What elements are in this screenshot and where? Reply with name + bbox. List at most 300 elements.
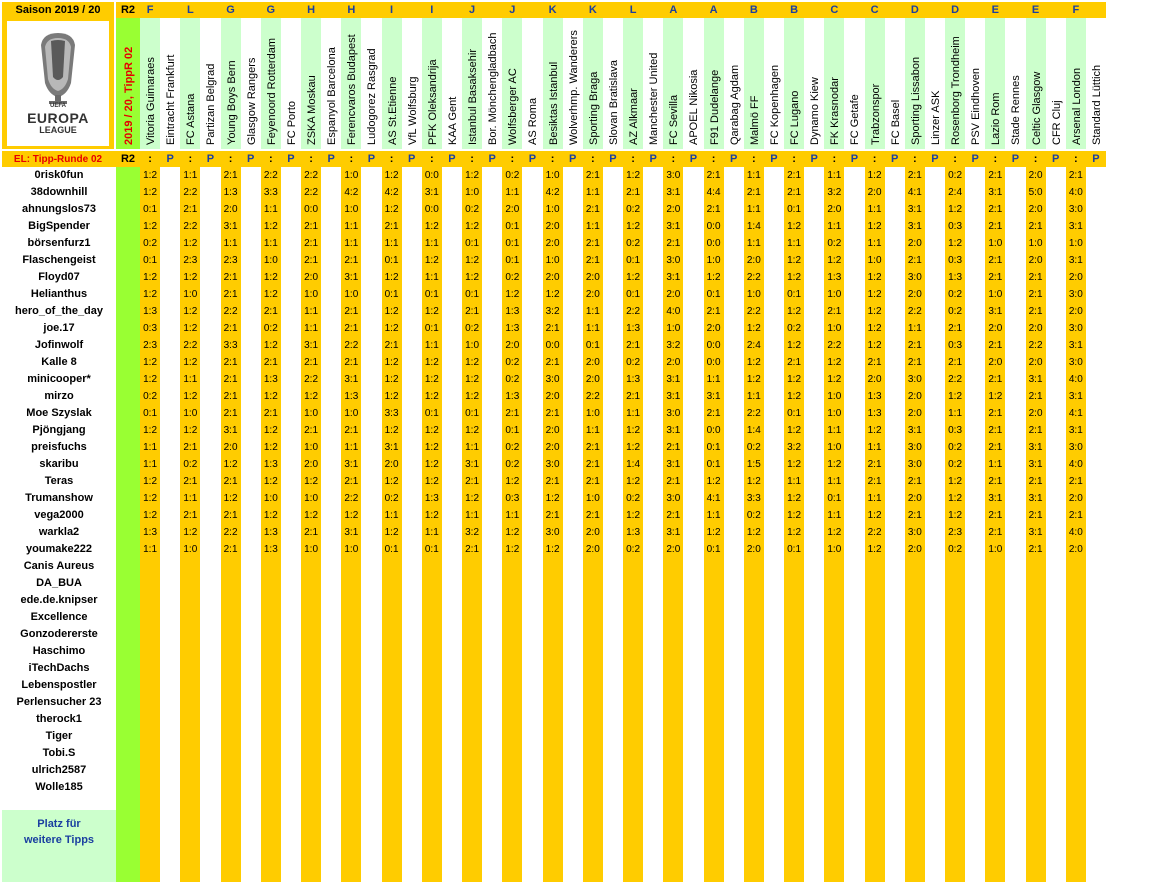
tip-cell: 3:0 — [1068, 289, 1083, 300]
group-label: A — [669, 4, 678, 16]
tip-cell: 1:0 — [465, 340, 480, 351]
subheader-colon: : — [470, 153, 474, 165]
points-column — [925, 167, 945, 882]
group-label: L — [629, 4, 637, 16]
group-label: G — [226, 4, 235, 16]
tip-cell: 0:1 — [143, 204, 158, 215]
tip-cell: 1:2 — [384, 425, 399, 436]
tip-cell: 1:2 — [223, 493, 238, 504]
tip-cell: 2:1 — [626, 340, 641, 351]
tip-cell: 2:4 — [948, 187, 963, 198]
tip-cell: 2:0 — [545, 391, 560, 402]
team-name-svg — [985, 18, 1005, 149]
team-name-svg — [663, 18, 683, 149]
tip-cell: 3:2 — [827, 187, 842, 198]
tip-cell: 1:2 — [948, 204, 963, 215]
team-name: Partizan Belgrad — [205, 63, 218, 145]
tip-cell: 1:2 — [626, 221, 641, 232]
group-label: D — [951, 4, 960, 16]
tip-cell: 1:2 — [143, 289, 158, 300]
team-name: FC Getafe — [849, 94, 862, 145]
player-name: ulrich2587 — [31, 764, 87, 776]
tip-cell: 2:1 — [585, 255, 600, 266]
team-header — [241, 18, 261, 149]
team-header — [361, 18, 381, 149]
player-name: joe.17 — [43, 322, 75, 334]
group-label: D — [910, 4, 919, 16]
tip-cell: 2:1 — [223, 476, 238, 487]
player-name: iTechDachs — [28, 662, 90, 674]
tip-cell: 3:0 — [907, 527, 922, 538]
tip-cell: 2:2 — [344, 340, 359, 351]
tip-cell: 3:0 — [666, 408, 681, 419]
tip-cell: 1:2 — [465, 391, 480, 402]
tip-cell: 1:2 — [424, 510, 439, 521]
subheader-colon: : — [188, 153, 193, 165]
tip-cell: 0:1 — [505, 221, 520, 232]
tip-cell: 2:1 — [988, 272, 1003, 283]
tip-cell: 3:1 — [706, 391, 721, 402]
tip-cell: 1:1 — [344, 442, 359, 453]
tip-cell: 0:1 — [787, 204, 802, 215]
subheader-colon: : — [711, 153, 716, 165]
player-name: youmake222 — [25, 543, 93, 555]
tip-cell: 3:0 — [1068, 204, 1083, 215]
tip-cell: 4:2 — [545, 187, 560, 198]
tip-cell: 0:1 — [706, 289, 721, 300]
tip-cell: 0:3 — [948, 221, 963, 232]
team-name: APOEL Nikosia — [688, 69, 701, 145]
team-name: AS Roma — [527, 97, 540, 145]
tip-cell: 1:2 — [304, 510, 319, 521]
tip-cell: 3:2 — [666, 340, 681, 351]
logo-uefa: UEFA — [49, 103, 66, 109]
tip-cell: 0:3 — [948, 340, 963, 351]
tip-cell: 1:2 — [948, 476, 963, 487]
tip-cell: 2:1 — [1068, 476, 1083, 487]
tip-cell: 2:1 — [666, 476, 681, 487]
tip-cell: 1:3 — [505, 391, 520, 402]
tip-cell: 1:1 — [344, 221, 359, 232]
tip-cell: 1:0 — [585, 408, 600, 419]
tip-cell: 2:2 — [907, 306, 922, 317]
tip-cell: 1:2 — [867, 170, 882, 181]
tip-cell: 1:2 — [465, 425, 480, 436]
subheader-points: P — [206, 153, 215, 165]
tip-cell: 2:2 — [183, 221, 198, 232]
tip-cell: 3:1 — [666, 374, 681, 385]
team-header — [824, 18, 844, 149]
tip-cell: 1:2 — [545, 544, 560, 555]
tip-cell: 1:4 — [626, 459, 641, 470]
tip-cell: 2:1 — [706, 204, 721, 215]
round-label: R2 — [116, 2, 140, 18]
tip-cell: 1:3 — [263, 544, 278, 555]
tip-cell: 2:0 — [988, 357, 1003, 368]
tip-cell: 3:1 — [1068, 391, 1083, 402]
team-header — [704, 18, 724, 149]
tip-cell: 1:2 — [545, 493, 560, 504]
tip-cell: 3:1 — [223, 221, 238, 232]
tip-cell: 1:2 — [263, 221, 278, 232]
tip-cell: 0:1 — [465, 408, 480, 419]
tip-cell: 2:0 — [1068, 272, 1083, 283]
tip-cell: 1:1 — [384, 238, 399, 249]
points-column — [885, 167, 905, 882]
team-name: FC Lugano — [789, 90, 801, 145]
tip-cell: 2:1 — [223, 357, 238, 368]
team-header — [402, 18, 422, 149]
tip-cell: 2:1 — [223, 323, 238, 334]
tip-cell: 4:0 — [1068, 374, 1083, 385]
tip-cell: 0:1 — [465, 238, 480, 249]
tip-cell: 2:1 — [907, 170, 922, 181]
tip-cell: 1:2 — [787, 493, 802, 504]
team-name: FC Astana — [185, 93, 198, 145]
tip-cell: 2:2 — [183, 187, 198, 198]
subheader-colon: : — [1033, 153, 1038, 165]
tip-cell: 3:2 — [465, 527, 480, 538]
group-label: F — [1072, 4, 1080, 16]
tip-cell: 1:1 — [585, 221, 600, 232]
tip-cell: 0:1 — [626, 289, 641, 300]
tip-cell: 2:1 — [223, 391, 238, 402]
tip-cell: 1:0 — [827, 442, 842, 453]
tip-cell: 2:1 — [585, 170, 600, 181]
subheader-points: P — [1052, 153, 1060, 165]
team-header — [804, 18, 824, 149]
tip-cell: 1:2 — [424, 442, 439, 453]
tip-cell: 1:1 — [746, 391, 761, 402]
team-name: Trabzonspor — [869, 83, 882, 145]
team-name: Wolverhmp. Wanderers — [567, 30, 580, 145]
tip-cell: 2:1 — [304, 255, 319, 266]
tip-cell: 1:2 — [867, 306, 882, 317]
team-name: Espanyol Barcelona — [326, 47, 339, 145]
tip-cell: 0:2 — [948, 459, 963, 470]
tip-cell: 3:1 — [1028, 442, 1043, 453]
tip-cell: 2:1 — [907, 340, 922, 351]
tip-cell: 1:2 — [263, 442, 278, 453]
team-name: F91 Dudelange — [708, 69, 721, 145]
team-name-svg — [865, 18, 885, 149]
team-name-svg — [744, 18, 764, 149]
tip-cell: 0:1 — [424, 408, 439, 419]
team-header — [180, 18, 200, 149]
tip-cell: 1:1 — [787, 238, 802, 249]
tip-cell: 2:0 — [1028, 255, 1043, 266]
tip-cell: 0:2 — [143, 238, 158, 249]
tip-cell: 1:2 — [143, 221, 158, 232]
subheader-points: P — [528, 153, 537, 165]
tip-cell: 1:2 — [384, 357, 399, 368]
points-column — [764, 167, 784, 882]
tip-cell: 3:0 — [666, 255, 681, 266]
tip-cell: 2:1 — [1028, 272, 1043, 283]
tip-cell: 0:2 — [384, 493, 399, 504]
tip-cell: 1:2 — [746, 323, 761, 334]
tip-cell: 2:1 — [988, 221, 1003, 232]
tip-cell: 1:2 — [143, 493, 158, 504]
tip-cell: 1:2 — [706, 527, 721, 538]
tip-cell: 1:2 — [545, 289, 560, 300]
tip-cell: 1:2 — [384, 374, 399, 385]
team-name-svg — [140, 18, 160, 149]
tip-cell: 1:2 — [787, 374, 802, 385]
subheader-points: P — [810, 153, 818, 165]
tip-cell: 1:0 — [827, 391, 842, 402]
tip-cell: 1:0 — [304, 289, 319, 300]
tip-cell: 1:0 — [263, 255, 278, 266]
tip-cell: 0:1 — [787, 289, 802, 300]
tip-cell: 1:2 — [143, 425, 158, 436]
team-name: ZSKA Moskau — [306, 75, 318, 145]
tip-cell: 3:0 — [1068, 442, 1083, 453]
logo-panel — [2, 18, 114, 149]
tip-cell: 1:1 — [465, 442, 480, 453]
team-name-svg — [261, 18, 281, 149]
tip-cell: 2:1 — [223, 170, 238, 181]
tip-cell: 1:3 — [867, 391, 882, 402]
tip-cell: 0:2 — [505, 459, 520, 470]
tip-cell: 1:2 — [787, 255, 802, 266]
tip-cell: 2:1 — [183, 442, 198, 453]
tip-cell: 2:1 — [988, 408, 1003, 419]
team-header — [925, 18, 945, 149]
tip-cell: 2:0 — [545, 272, 560, 283]
tip-cell: 1:2 — [465, 374, 480, 385]
tip-cell: 2:1 — [907, 510, 922, 521]
tip-cell: 1:1 — [424, 527, 439, 538]
team-name-svg — [1066, 18, 1086, 149]
tip-cell: 2:1 — [948, 323, 963, 334]
tip-cell: 4:0 — [1068, 187, 1083, 198]
tip-cell: 1:2 — [183, 391, 198, 402]
tip-cell: 1:2 — [424, 221, 439, 232]
tip-cell: 1:0 — [545, 170, 560, 181]
tip-cell: 2:1 — [988, 340, 1003, 351]
tip-cell: 1:2 — [143, 476, 158, 487]
subheader-colon: : — [510, 153, 515, 165]
subheader-colon: : — [268, 153, 273, 165]
tip-cell: 1:2 — [263, 510, 278, 521]
tip-cell: 2:1 — [465, 544, 480, 555]
tip-cell: 1:2 — [505, 527, 520, 538]
tip-cell: 2:1 — [666, 238, 681, 249]
tip-cell: 1:2 — [465, 170, 480, 181]
tip-cell: 1:2 — [988, 391, 1003, 402]
tip-cell: 1:0 — [585, 493, 600, 504]
tip-cell: 1:1 — [746, 170, 761, 181]
tip-cell: 3:1 — [424, 187, 439, 198]
team-name: Young Boys Bern — [225, 60, 238, 145]
tip-cell: 1:1 — [827, 425, 842, 436]
tip-cell: 0:2 — [465, 323, 480, 334]
tip-cell: 2:0 — [867, 374, 882, 385]
tip-cell: 1:0 — [988, 289, 1003, 300]
player-name: ede.de.knipser — [20, 594, 98, 606]
tip-cell: 3:1 — [1028, 374, 1043, 385]
tip-cell: 2:1 — [988, 255, 1003, 266]
subheader-points: P — [247, 153, 255, 165]
tip-cell: 1:1 — [424, 340, 439, 351]
tip-cell: 2:1 — [585, 442, 600, 453]
tip-cell: 1:2 — [143, 357, 158, 368]
tip-cell: 1:2 — [263, 391, 278, 402]
tip-cell: 1:2 — [384, 527, 399, 538]
team-header — [442, 18, 462, 149]
tip-cell: 1:0 — [344, 289, 359, 300]
points-column — [643, 167, 663, 882]
tip-cell: 0:2 — [948, 289, 963, 300]
group-label: B — [749, 4, 758, 16]
team-name-svg — [1005, 18, 1025, 149]
tip-cell: 1:2 — [626, 170, 641, 181]
tip-cell: 1:0 — [988, 544, 1003, 555]
tip-cell: 1:0 — [827, 289, 842, 300]
tipp-label-cell — [116, 18, 140, 149]
tip-cell: 1:1 — [907, 323, 922, 334]
tip-cell: 1:2 — [143, 272, 158, 283]
tip-cell: 1:2 — [143, 170, 158, 181]
player-name: Helianthus — [30, 288, 88, 300]
points-column — [200, 167, 220, 882]
team-name: Malmö FF — [748, 95, 761, 145]
player-name: 38downhill — [30, 186, 88, 198]
team-header — [844, 18, 864, 149]
europa-league-logo — [7, 21, 109, 146]
player-name: therock1 — [36, 713, 82, 725]
tip-cell: 0:1 — [706, 459, 721, 470]
tip-cell: 3:1 — [1068, 340, 1083, 351]
team-header — [462, 18, 482, 149]
team-name-svg — [422, 18, 442, 149]
tip-cell: 3:1 — [1068, 255, 1083, 266]
team-name: Standard Lüttich — [1090, 64, 1103, 145]
player-name: Flaschengeist — [22, 254, 96, 266]
tip-cell: 2:0 — [746, 544, 761, 555]
tip-cell: 2:0 — [1068, 493, 1083, 504]
tip-cell: 1:2 — [424, 425, 439, 436]
subheader-colon: : — [631, 153, 635, 165]
subheader-points: P — [971, 153, 979, 165]
tip-cell: 0:1 — [143, 408, 158, 419]
tip-cell: 0:0 — [706, 238, 721, 249]
team-header — [341, 18, 361, 149]
player-name: Floyd07 — [38, 271, 80, 283]
tip-cell: 0:2 — [183, 459, 198, 470]
team-header — [1026, 18, 1046, 149]
subheader-points: P — [891, 153, 899, 165]
tip-cell: 3:1 — [1028, 527, 1043, 538]
team-name-svg — [603, 18, 623, 149]
tip-cell: 2:1 — [1028, 476, 1043, 487]
subheader-colon: : — [550, 153, 555, 165]
group-label: C — [870, 4, 879, 16]
tip-cell: 2:1 — [626, 391, 641, 402]
tip-cell: 1:1 — [706, 374, 721, 385]
team-name-svg — [683, 18, 703, 149]
tip-cell: 1:2 — [183, 323, 198, 334]
tip-cell: 1:1 — [143, 459, 158, 470]
team-name: Vitoria Guimaraes — [145, 57, 157, 145]
tip-cell: 1:2 — [424, 357, 439, 368]
tip-cell: 1:2 — [384, 204, 399, 215]
tip-cell: 1:3 — [505, 323, 520, 334]
tip-cell: 1:2 — [505, 476, 520, 487]
team-name-svg — [905, 18, 925, 149]
tip-cell: 1:2 — [626, 476, 641, 487]
tip-cell: 1:3 — [143, 306, 158, 317]
tip-cell: 1:2 — [384, 476, 399, 487]
tip-cell: 4:0 — [666, 306, 681, 317]
tip-cell: 0:2 — [948, 170, 963, 181]
tip-cell: 2:1 — [304, 357, 319, 368]
tip-cell: 2:0 — [666, 544, 681, 555]
tip-cell: 1:2 — [143, 374, 158, 385]
team-header — [221, 18, 241, 149]
points-column — [1005, 167, 1025, 882]
tip-cell: 1:0 — [304, 493, 319, 504]
tip-cell: 1:0 — [344, 544, 359, 555]
points-column — [402, 167, 422, 882]
points-column — [563, 167, 583, 882]
tip-cell: 2:1 — [384, 340, 399, 351]
tip-cell: 1:1 — [827, 476, 842, 487]
team-name-svg — [563, 18, 583, 149]
tip-cell: 1:2 — [746, 527, 761, 538]
team-name-svg — [160, 18, 180, 149]
tip-cell: 0:2 — [505, 442, 520, 453]
tip-cell: 1:2 — [465, 221, 480, 232]
tip-cell: 1:5 — [746, 459, 761, 470]
tip-cell: 1:3 — [223, 187, 238, 198]
subheader-points: P — [850, 153, 859, 165]
tip-cell: 1:2 — [706, 476, 721, 487]
player-name: Moe Szyslak — [26, 407, 92, 419]
team-header — [482, 18, 502, 149]
tip-cell: 2:1 — [384, 221, 399, 232]
tip-cell: 2:2 — [585, 391, 600, 402]
team-header — [724, 18, 744, 149]
tip-cell: 3:1 — [465, 459, 480, 470]
group-label: C — [830, 4, 839, 16]
team-header — [1086, 18, 1106, 149]
tip-cell: 2:1 — [1028, 544, 1043, 555]
tip-cell: 1:2 — [626, 272, 641, 283]
team-name-svg — [965, 18, 985, 149]
player-name: Haschimo — [32, 645, 86, 657]
tip-cell: 1:1 — [948, 408, 963, 419]
tip-cell: 3:1 — [666, 272, 681, 283]
tip-cell: 3:2 — [545, 306, 560, 317]
player-name: preisfuchs — [31, 441, 87, 453]
tip-cell: 1:2 — [867, 510, 882, 521]
tip-cell: 1:1 — [787, 476, 802, 487]
tip-cell: 2:2 — [344, 493, 359, 504]
player-name: Gonzodererste — [20, 628, 98, 640]
tip-cell: 2:0 — [304, 272, 319, 283]
tip-cell: 2:1 — [746, 187, 761, 198]
team-name-svg — [402, 18, 422, 149]
tip-cell: 2:1 — [988, 374, 1003, 385]
team-name-svg — [945, 18, 965, 149]
tip-cell: 3:1 — [1028, 459, 1043, 470]
tip-cell: 1:2 — [505, 544, 520, 555]
tip-cell: 3:1 — [1068, 425, 1083, 436]
subheader-colon: : — [872, 153, 877, 165]
points-column — [442, 167, 462, 882]
